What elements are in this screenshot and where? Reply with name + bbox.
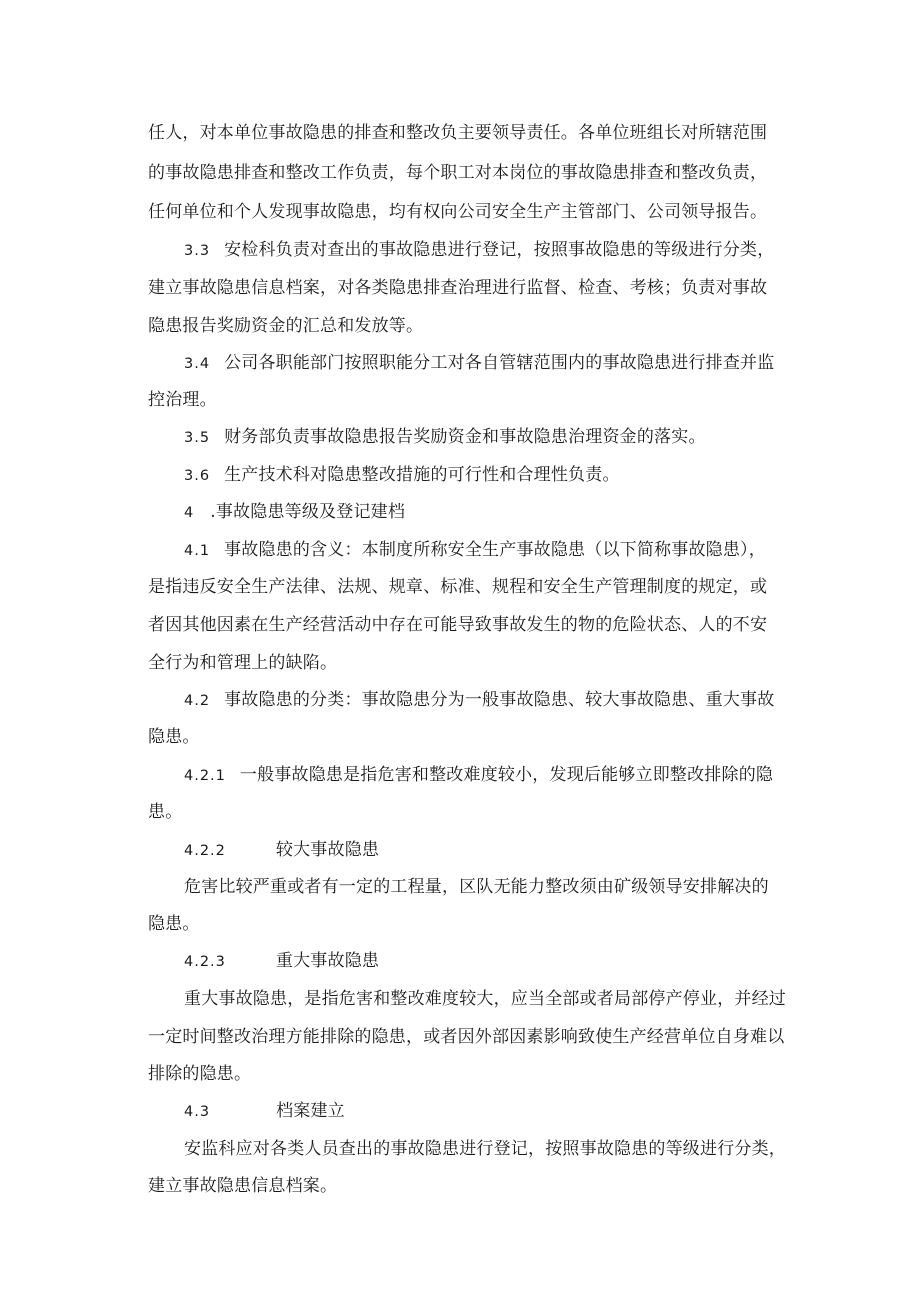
clause-4-3: [184, 1101, 345, 1122]
section-4-heading: [184, 502, 405, 523]
text-line: 患。: [148, 802, 183, 822]
text-line: 建立事故隐患信息档案。: [148, 1176, 338, 1196]
text-line: 一定时间整改治理方能排除的隐患，或者因外部因素影响致使生产经营单位自身难以: [148, 1027, 785, 1047]
clause-text: 档案建立: [276, 1101, 345, 1121]
clause-text: 财务部负责事故隐患报告奖励资金和事故隐患治理资金的落实。: [224, 427, 706, 447]
text-line: 排除的隐患。: [148, 1064, 252, 1084]
clause-3-4: [184, 353, 774, 374]
section-title: .事故隐患等级及登记建档: [210, 502, 406, 522]
clause-number: 3.4: [184, 356, 211, 372]
text-line: 全行为和管理上的缺陷。: [148, 653, 338, 673]
clause-text: 生产技术科对隐患整改措施的可行性和合理性负责。: [224, 465, 620, 485]
clause-4-2-3: [184, 951, 379, 972]
text-line: 者因其他因素在生产经营活动中存在可能导致事故发生的物的危险状态、人的不安: [148, 615, 768, 635]
clause-text: 重大事故隐患: [275, 951, 380, 971]
clause-4-2-1: [184, 765, 773, 786]
clause-text: 安检科负责对查出的事故隐患进行登记，按照事故隐患的等级进行分类，: [224, 240, 775, 260]
clause-text: 较大事故隐患: [275, 840, 380, 860]
clause-4-1: [184, 540, 766, 561]
text-line: 隐患。: [148, 914, 200, 934]
clause-text: 事故隐患的含义：本制度所称安全生产事故隐患（以下简称事故隐患），: [224, 540, 766, 560]
text-line: 的事故隐患排查和整改工作负责，每个职工对本岗位的事故隐患排查和整改负责，: [148, 163, 768, 183]
text-line: 隐患报告奖励资金的汇总和发放等。: [148, 316, 424, 336]
text-line: 隐患。: [148, 727, 200, 747]
section-number: 4: [184, 505, 195, 521]
text-line: 重大事故隐患，是指危害和整改难度较大，应当全部或者局部停产停业，并经过: [184, 989, 786, 1009]
text-line: 危害比较严重或者有一定的工程量，区队无能力整改须由矿级领导安排解决的: [184, 877, 769, 897]
clause-3-6: [184, 465, 620, 486]
clause-4-2: [184, 690, 774, 711]
clause-number: 3.3: [184, 243, 211, 259]
clause-number: 4.2: [184, 693, 211, 709]
clause-number: 4.3: [184, 1104, 211, 1120]
text-line: 任何单位和个人发现事故隐患，均有权向公司安全生产主管部门、公司领导报告。: [148, 202, 768, 222]
clause-number: 4.2.1: [184, 768, 226, 784]
clause-text: 一般事故隐患是指危害和整改难度较小，发现后能够立即整改排除的隐: [239, 765, 774, 785]
clause-number: 4.1: [184, 543, 211, 559]
clause-4-2-2: [184, 840, 379, 861]
text-line: 是指违反安全生产法律、法规、规章、标准、规程和安全生产管理制度的规定，或: [148, 577, 768, 597]
clause-number: 4.2.2: [184, 843, 226, 859]
clause-3-5: [184, 427, 706, 448]
clause-3-3: [184, 240, 774, 261]
clause-text: 事故隐患的分类：事故隐患分为一般事故隐患、较大事故隐患、重大事故: [224, 690, 775, 710]
text-line: 安监科应对各类人员查出的事故隐患进行登记，按照事故隐患的等级进行分类，: [184, 1139, 786, 1159]
text-line: 建立事故隐患信息档案，对各类隐患排查治理进行监督、检查、考核；负责对事故: [148, 278, 768, 298]
text-line: 控治理。: [148, 390, 217, 410]
clause-number: 4.2.3: [184, 954, 226, 970]
clause-number: 3.5: [184, 430, 211, 446]
text-line: 任人，对本单位事故隐患的排查和整改负主要领导责任。各单位班组长对所辖范围: [148, 123, 768, 143]
clause-text: 公司各职能部门按照职能分工对各自管辖范围内的事故隐患进行排查并监: [224, 353, 775, 373]
clause-number: 3.6: [184, 468, 211, 484]
